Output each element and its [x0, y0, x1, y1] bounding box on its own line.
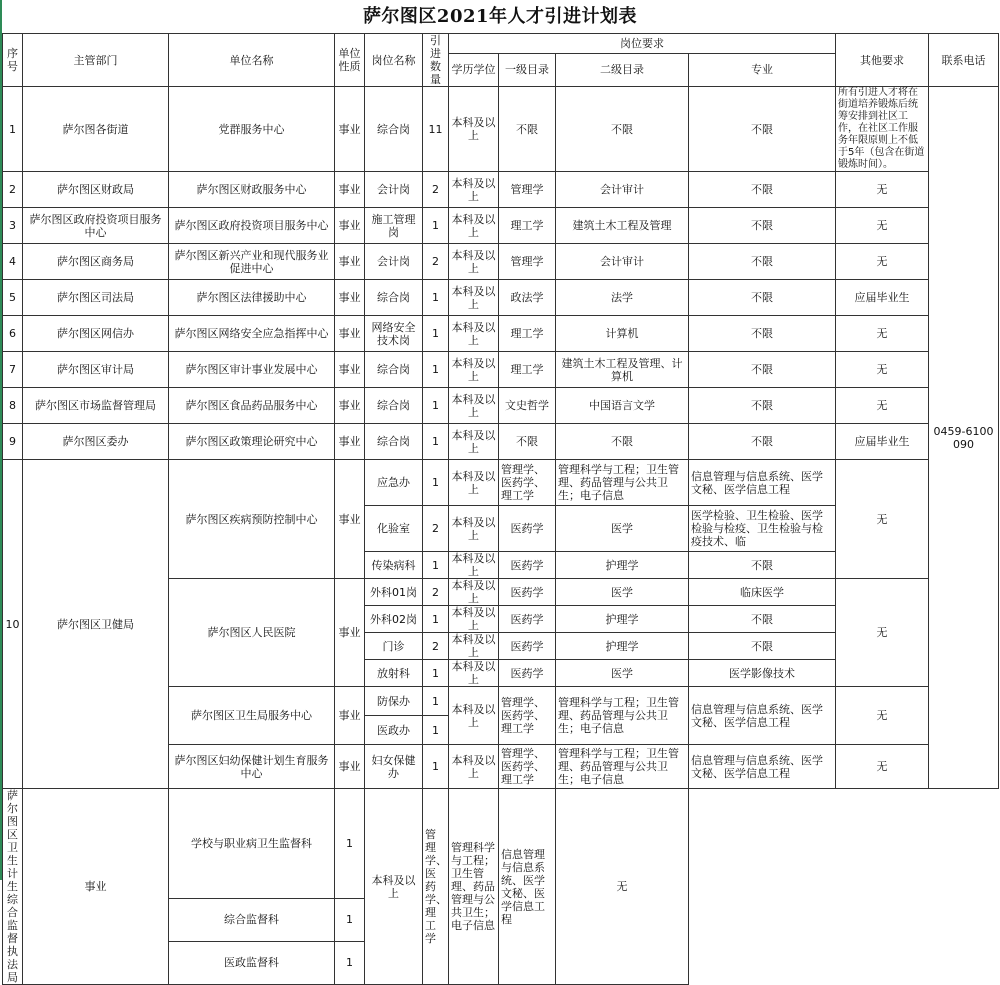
cell-cat1: 管理学、医药学、理工学 [423, 789, 449, 985]
cell-post: 妇女保健办 [365, 745, 423, 789]
cell-cat2: 不限 [556, 87, 689, 172]
cell-other: 无 [836, 316, 929, 352]
cell-cat2: 医学 [556, 579, 689, 606]
cell-nature: 事业 [335, 280, 365, 316]
cell-count: 2 [423, 506, 449, 552]
cell-seq: 2 [3, 172, 23, 208]
cell-seq: 5 [3, 280, 23, 316]
cell-major: 信息管理与信息系统、医学文秘、医学信息工程 [499, 789, 556, 985]
cell-edu: 本科及以上 [449, 424, 499, 460]
cell-cat1: 政法学 [499, 280, 556, 316]
cell-edu: 本科及以上 [449, 388, 499, 424]
cell-cat2: 医学 [556, 506, 689, 552]
cell-major: 不限 [689, 424, 836, 460]
cell-edu: 本科及以上 [449, 244, 499, 280]
cell-major: 信息管理与信息系统、医学文秘、医学信息工程 [689, 687, 836, 745]
header-requirements: 岗位要求 [449, 34, 836, 54]
cell-dept: 萨尔图区网信办 [23, 316, 169, 352]
table-row [3, 388, 999, 424]
cell-nature: 事业 [335, 460, 365, 579]
cell-nature: 事业 [335, 745, 365, 789]
cell-post: 综合岗 [365, 280, 423, 316]
cell-seq: 4 [3, 244, 23, 280]
cell-major: 不限 [689, 388, 836, 424]
cell-post: 施工管理岗 [365, 208, 423, 244]
cell-cat2: 建筑土木工程及管理 [556, 208, 689, 244]
cell-post: 综合岗 [365, 352, 423, 388]
cell-nature: 事业 [335, 687, 365, 745]
cell-cat1: 管理学、医药学、理工学 [499, 460, 556, 506]
cell-cat1: 不限 [499, 424, 556, 460]
cell-cat2: 护理学 [556, 633, 689, 660]
table-row [3, 789, 999, 899]
cell-count: 11 [423, 87, 449, 172]
cell-post: 门诊 [365, 633, 423, 660]
cell-nature: 事业 [335, 244, 365, 280]
cell-cat1: 文史哲学 [499, 388, 556, 424]
cell-count: 2 [423, 579, 449, 606]
cell-phone: 0459-6100090 [929, 87, 999, 789]
cell-post: 综合岗 [365, 87, 423, 172]
cell-dept: 萨尔图各街道 [23, 87, 169, 172]
cell-post: 会计岗 [365, 244, 423, 280]
cell-edu: 本科及以上 [365, 789, 423, 985]
table-header-row [3, 34, 999, 54]
cell-count: 1 [423, 660, 449, 687]
table-row [3, 280, 999, 316]
cell-cat2: 管理科学与工程；卫生管理、药品管理与公共卫生；电子信息 [556, 460, 689, 506]
header-post: 岗位名称 [365, 34, 423, 87]
cell-other: 无 [836, 208, 929, 244]
cell-cat2: 建筑土木工程及管理、计算机 [556, 352, 689, 388]
table-row [3, 352, 999, 388]
cell-major: 不限 [689, 316, 836, 352]
table-row [3, 208, 999, 244]
cell-cat2: 会计审计 [556, 172, 689, 208]
cell-post: 放射科 [365, 660, 423, 687]
cell-post: 医政监督科 [169, 941, 335, 984]
cell-cat2: 不限 [556, 424, 689, 460]
cell-major: 临床医学 [689, 579, 836, 606]
cell-cat1: 医药学 [499, 633, 556, 660]
cell-major: 不限 [689, 352, 836, 388]
header-cat1: 一级目录 [499, 53, 556, 86]
cell-cat1: 管理学、医药学、理工学 [499, 745, 556, 789]
cell-post: 网络安全技术岗 [365, 316, 423, 352]
cell-dept: 萨尔图区审计局 [23, 352, 169, 388]
cell-cat1: 管理学 [499, 172, 556, 208]
cell-unit: 萨尔图区政策理论研究中心 [169, 424, 335, 460]
cell-major: 信息管理与信息系统、医学文秘、医学信息工程 [689, 460, 836, 506]
cell-major: 不限 [689, 208, 836, 244]
recruitment-table [2, 33, 999, 985]
cell-cat1: 理工学 [499, 208, 556, 244]
cell-unit: 萨尔图区疾病预防控制中心 [169, 460, 335, 579]
cell-cat1: 医药学 [499, 660, 556, 687]
cell-unit: 萨尔图区财政服务中心 [169, 172, 335, 208]
cell-edu: 本科及以上 [449, 208, 499, 244]
cell-edu: 本科及以上 [449, 352, 499, 388]
cell-dept: 萨尔图区卫健局 [23, 460, 169, 789]
cell-cat1: 理工学 [499, 316, 556, 352]
cell-unit: 萨尔图区卫生计生综合监督执法局 [3, 789, 23, 985]
cell-cat1: 理工学 [499, 352, 556, 388]
cell-seq: 9 [3, 424, 23, 460]
cell-cat2: 医学 [556, 660, 689, 687]
cell-count: 1 [335, 898, 365, 941]
cell-cat1: 医药学 [499, 606, 556, 633]
table-row [3, 87, 999, 172]
cell-post: 综合岗 [365, 388, 423, 424]
cell-other: 无 [836, 745, 929, 789]
cell-edu: 本科及以上 [449, 745, 499, 789]
cell-unit: 萨尔图区人民医院 [169, 579, 335, 687]
cell-major: 不限 [689, 552, 836, 579]
cell-count: 1 [335, 789, 365, 899]
cell-cat1: 医药学 [499, 506, 556, 552]
header-cat2: 二级目录 [556, 53, 689, 86]
cell-count: 1 [423, 687, 449, 716]
page-title: 萨尔图区2021年人才引进计划表 [362, 6, 638, 27]
cell-major: 不限 [689, 280, 836, 316]
cell-unit: 萨尔图区卫生局服务中心 [169, 687, 335, 745]
header-edu: 学历学位 [449, 53, 499, 86]
table-row [3, 316, 999, 352]
cell-other: 无 [836, 352, 929, 388]
cell-cat2: 管理科学与工程；卫生管理、药品管理与公共卫生；电子信息 [449, 789, 499, 985]
cell-major: 不限 [689, 87, 836, 172]
cell-other: 应届毕业生 [836, 280, 929, 316]
cell-nature: 事业 [335, 172, 365, 208]
cell-post: 综合岗 [365, 424, 423, 460]
header-unit: 单位名称 [169, 34, 335, 87]
cell-post: 学校与职业病卫生监督科 [169, 789, 335, 899]
cell-nature: 事业 [23, 789, 169, 985]
cell-post: 化验室 [365, 506, 423, 552]
cell-count: 2 [423, 633, 449, 660]
cell-dept: 萨尔图区市场监督管理局 [23, 388, 169, 424]
cell-major: 不限 [689, 606, 836, 633]
cell-unit: 萨尔图区法律援助中心 [169, 280, 335, 316]
cell-post: 应急办 [365, 460, 423, 506]
cell-other: 无 [836, 579, 929, 687]
cell-major: 医学影像技术 [689, 660, 836, 687]
cell-post: 防保办 [365, 687, 423, 716]
header-count: 引进数量 [423, 34, 449, 87]
cell-cat2: 护理学 [556, 606, 689, 633]
cell-edu: 本科及以上 [449, 579, 499, 606]
cell-nature: 事业 [335, 388, 365, 424]
cell-edu: 本科及以上 [449, 87, 499, 172]
cell-other: 所有引进人才将在街道培养锻炼后统筹安排到社区工作，在社区工作服务年限原则上不低于5年（包含在街道锻炼时间）。 [836, 87, 929, 172]
table-row [3, 460, 999, 506]
cell-edu: 本科及以上 [449, 316, 499, 352]
cell-other: 无 [556, 789, 689, 985]
cell-nature: 事业 [335, 424, 365, 460]
cell-major: 不限 [689, 633, 836, 660]
cell-seq: 6 [3, 316, 23, 352]
cell-cat2: 计算机 [556, 316, 689, 352]
cell-post: 外科02岗 [365, 606, 423, 633]
cell-dept: 萨尔图区商务局 [23, 244, 169, 280]
cell-unit: 萨尔图区食品药品服务中心 [169, 388, 335, 424]
header-major: 专业 [689, 53, 836, 86]
cell-edu: 本科及以上 [449, 506, 499, 552]
cell-major: 不限 [689, 244, 836, 280]
cell-count: 1 [423, 716, 449, 745]
cell-other: 无 [836, 172, 929, 208]
cell-edu: 本科及以上 [449, 633, 499, 660]
cell-nature: 事业 [335, 208, 365, 244]
cell-cat1: 医药学 [499, 552, 556, 579]
cell-unit: 萨尔图区新兴产业和现代服务业促进中心 [169, 244, 335, 280]
cell-cat2: 中国语言文学 [556, 388, 689, 424]
header-seq: 序号 [3, 34, 23, 87]
cell-count: 1 [423, 460, 449, 506]
cell-other: 应届毕业生 [836, 424, 929, 460]
header-nature: 单位性质 [335, 34, 365, 87]
cell-edu: 本科及以上 [449, 460, 499, 506]
cell-dept: 萨尔图区财政局 [23, 172, 169, 208]
table-row [3, 172, 999, 208]
cell-count: 1 [423, 745, 449, 789]
cell-edu: 本科及以上 [449, 660, 499, 687]
cell-count: 1 [423, 208, 449, 244]
cell-cat1: 医药学 [499, 579, 556, 606]
cell-seq: 1 [3, 87, 23, 172]
cell-major: 不限 [689, 172, 836, 208]
cell-unit: 党群服务中心 [169, 87, 335, 172]
header-phone: 联系电话 [929, 34, 999, 87]
cell-count: 1 [335, 941, 365, 984]
cell-nature: 事业 [335, 316, 365, 352]
cell-other: 无 [836, 388, 929, 424]
cell-post: 医政办 [365, 716, 423, 745]
cell-seq: 8 [3, 388, 23, 424]
cell-unit: 萨尔图区妇幼保健计划生育服务中心 [169, 745, 335, 789]
cell-major: 信息管理与信息系统、医学文秘、医学信息工程 [689, 745, 836, 789]
cell-cat2: 会计审计 [556, 244, 689, 280]
cell-nature: 事业 [335, 352, 365, 388]
cell-count: 2 [423, 172, 449, 208]
cell-post: 会计岗 [365, 172, 423, 208]
cell-nature: 事业 [335, 87, 365, 172]
cell-nature: 事业 [335, 579, 365, 687]
cell-dept: 萨尔图区政府投资项目服务中心 [23, 208, 169, 244]
cell-count: 1 [423, 280, 449, 316]
cell-edu: 本科及以上 [449, 687, 499, 745]
cell-cat2: 管理科学与工程；卫生管理、药品管理与公共卫生；电子信息 [556, 745, 689, 789]
cell-post: 外科01岗 [365, 579, 423, 606]
cell-count: 2 [423, 244, 449, 280]
cell-post: 传染病科 [365, 552, 423, 579]
cell-cat1: 管理学 [499, 244, 556, 280]
cell-edu: 本科及以上 [449, 172, 499, 208]
cell-count: 1 [423, 316, 449, 352]
header-other: 其他要求 [836, 34, 929, 87]
cell-edu: 本科及以上 [449, 606, 499, 633]
header-dept: 主管部门 [23, 34, 169, 87]
cell-other: 无 [836, 687, 929, 745]
cell-unit: 萨尔图区网络安全应急指挥中心 [169, 316, 335, 352]
cell-cat2: 法学 [556, 280, 689, 316]
cell-unit: 萨尔图区政府投资项目服务中心 [169, 208, 335, 244]
cell-post: 综合监督科 [169, 898, 335, 941]
cell-cat1: 管理学、医药学、理工学 [499, 687, 556, 745]
cell-major: 医学检验、卫生检验、医学检验与检疫、卫生检验与检疫技术、临 [689, 506, 836, 552]
cell-other: 无 [836, 460, 929, 579]
cell-edu: 本科及以上 [449, 280, 499, 316]
cell-count: 1 [423, 388, 449, 424]
cell-count: 1 [423, 606, 449, 633]
cell-count: 1 [423, 424, 449, 460]
cell-dept: 萨尔图区司法局 [23, 280, 169, 316]
cell-other: 无 [836, 244, 929, 280]
cell-count: 1 [423, 352, 449, 388]
cell-cat2: 管理科学与工程；卫生管理、药品管理与公共卫生；电子信息 [556, 687, 689, 745]
cell-seq: 10 [3, 460, 23, 789]
cell-seq: 7 [3, 352, 23, 388]
cell-cat1: 不限 [499, 87, 556, 172]
cell-dept: 萨尔图区委办 [23, 424, 169, 460]
cell-unit: 萨尔图区审计事业发展中心 [169, 352, 335, 388]
cell-edu: 本科及以上 [449, 552, 499, 579]
cell-seq: 3 [3, 208, 23, 244]
cell-cat2: 护理学 [556, 552, 689, 579]
table-row [3, 244, 999, 280]
table-row [3, 424, 999, 460]
cell-count: 1 [423, 552, 449, 579]
